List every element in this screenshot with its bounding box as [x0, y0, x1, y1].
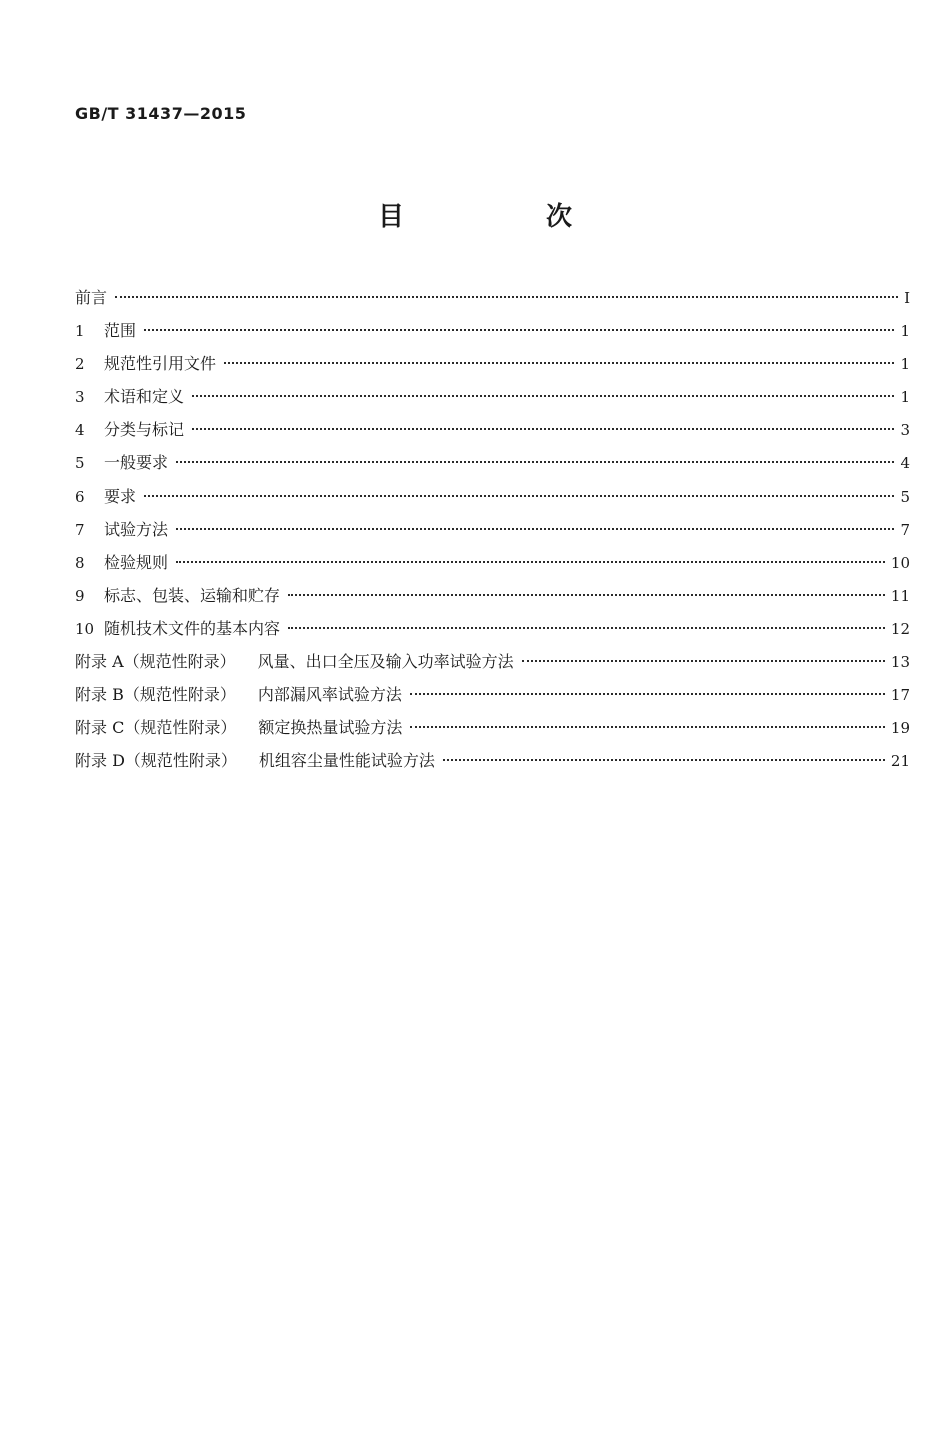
- toc-entry-page: 1: [900, 322, 910, 341]
- toc-entry-9[interactable]: [75, 583, 910, 616]
- toc-entry-label: 范围: [104, 321, 137, 341]
- toc-entry-label: 术语和定义: [104, 387, 185, 407]
- toc-entry-label: 试验方法: [104, 519, 169, 539]
- toc-leader-dots: [144, 329, 894, 331]
- toc-entry-number: 6: [75, 487, 85, 506]
- toc-leader-dots: [288, 594, 885, 596]
- toc-entry-label: 风量、出口全压及输入功率试验方法: [257, 652, 514, 672]
- toc-entry-page: 13: [890, 653, 910, 672]
- toc-entry-label: 内部漏风率试验方法: [257, 685, 402, 705]
- toc-appendix-number: 附录 C（规范性附录）: [75, 718, 237, 738]
- toc-entry-page: 11: [890, 586, 910, 605]
- toc-entry-label: 检验规则: [104, 552, 169, 572]
- toc-entry-appendix-c[interactable]: [75, 715, 910, 748]
- toc-entry-label: 要求: [104, 486, 137, 506]
- toc-title: 目 次: [377, 202, 630, 232]
- toc-entry-label: 标志、包装、运输和贮存: [104, 585, 281, 605]
- toc-entry-4[interactable]: [75, 417, 910, 450]
- toc-entry-5[interactable]: [75, 450, 910, 483]
- toc-appendix-number: 附录 A（规范性附录）: [75, 652, 236, 672]
- toc-entry-page: 3: [900, 421, 910, 440]
- toc-entry-appendix-d[interactable]: [75, 748, 910, 781]
- toc-entry-appendix-a[interactable]: [75, 649, 910, 682]
- toc-entry-page: Ⅰ: [904, 289, 910, 307]
- toc-entry-2[interactable]: [75, 351, 910, 384]
- toc-entry-3[interactable]: [75, 384, 910, 417]
- toc-leader-dots: [176, 561, 885, 563]
- toc-leader-dots: [144, 495, 894, 497]
- toc-entry-6[interactable]: [75, 484, 910, 517]
- toc-entry-number: 8: [75, 553, 85, 572]
- toc-leader-dots: [176, 461, 894, 463]
- toc-entry-label: 随机技术文件的基本内容: [104, 618, 281, 638]
- toc-leader-dots: [410, 726, 885, 728]
- toc-entry-appendix-b[interactable]: [75, 682, 910, 715]
- toc-entry-1[interactable]: [75, 318, 910, 351]
- toc-entry-label: 额定换热量试验方法: [258, 718, 403, 738]
- toc-entry-number: 2: [75, 355, 85, 374]
- toc-entry-7[interactable]: [75, 517, 910, 550]
- toc-entry-number: 5: [75, 454, 85, 473]
- toc-entry-number: 1: [75, 322, 85, 341]
- toc-entry-label: 前言: [75, 288, 108, 307]
- toc-appendix-number: 附录 D（规范性附录）: [75, 751, 237, 771]
- toc-leader-dots: [192, 428, 894, 430]
- toc-entry-8[interactable]: [75, 550, 910, 583]
- toc-entry-number: 10: [75, 619, 95, 638]
- toc-entry-label: 分类与标记: [104, 420, 185, 440]
- toc-leader-dots: [522, 660, 885, 662]
- toc-entry-number: 7: [75, 520, 85, 539]
- toc-leader-dots: [115, 296, 898, 298]
- toc-entry-number: 3: [75, 388, 85, 407]
- toc-entry-number: 4: [75, 421, 85, 440]
- toc-leader-dots: [192, 395, 894, 397]
- toc-entry-page: 10: [890, 553, 910, 572]
- standard-code: GB/T 31437—2015: [75, 104, 247, 123]
- toc-entry-page: 12: [890, 619, 910, 638]
- toc-entry-label: 规范性引用文件: [104, 354, 217, 374]
- toc-entry-page: 17: [890, 686, 910, 705]
- toc-entry-foreword[interactable]: [75, 285, 910, 318]
- toc-appendix-number: 附录 B（规范性附录）: [75, 685, 236, 705]
- table-of-contents: [75, 285, 910, 781]
- toc-entry-label: 机组容尘量性能试验方法: [258, 751, 435, 771]
- toc-leader-dots: [443, 759, 885, 761]
- toc-entry-page: 4: [900, 454, 910, 473]
- toc-entry-label: 一般要求: [104, 453, 169, 473]
- toc-leader-dots: [288, 627, 885, 629]
- toc-leader-dots: [224, 362, 894, 364]
- toc-entry-number: 9: [75, 586, 85, 605]
- toc-entry-page: 1: [900, 388, 910, 407]
- toc-entry-page: 19: [890, 719, 910, 738]
- toc-entry-page: 5: [900, 487, 910, 506]
- toc-leader-dots: [410, 693, 885, 695]
- toc-entry-page: 21: [890, 752, 910, 771]
- toc-entry-page: 7: [900, 520, 910, 539]
- toc-entry-page: 1: [900, 355, 910, 374]
- toc-entry-10[interactable]: [75, 616, 910, 649]
- toc-leader-dots: [176, 528, 894, 530]
